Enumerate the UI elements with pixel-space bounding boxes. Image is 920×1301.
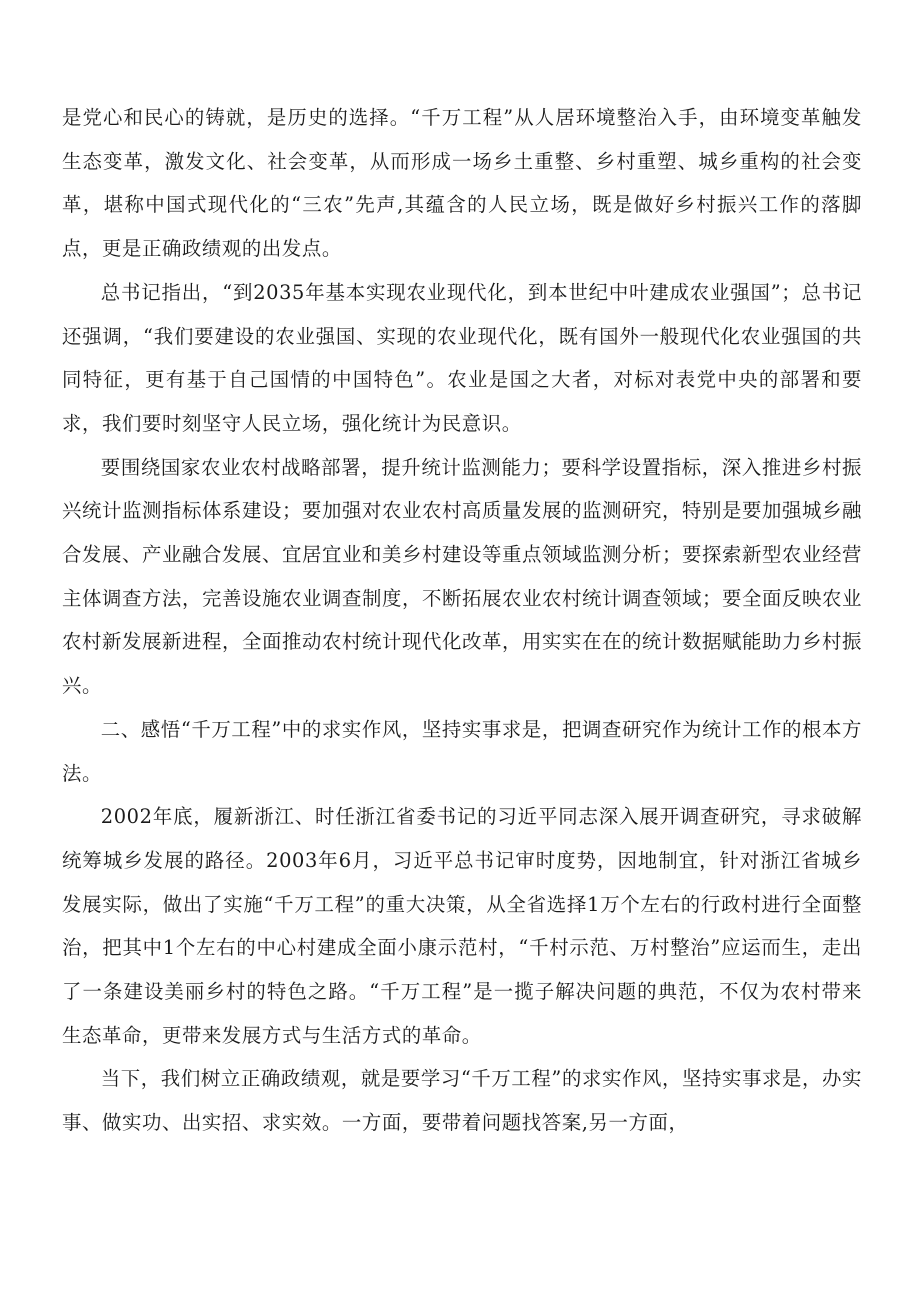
paragraph-6: 当下，我们树立正确政绩观，就是要学习“千万工程”的求实作风，坚持实事求是，办实事、做实功、出实招、求实效。一方面，要带着问题找答案,另一方面， [62,1067,862,1135]
document-body [62,96,862,1145]
paragraph-1-continued: 是党心和民心的铸就，是历史的选择。“千万工程”从人居环境整治入手，由环境变革触发生态变革，激发文化、社会变革，从而形成一场乡土重整、乡村重塑、城乡重构的社会变革，堪称中国式现代化的“三农”先声,其蕴含的人民立场，既是做好乡村振兴工作的落脚点，更是正确政绩观的出发点。 [62,106,862,261]
section-heading-2: 二、感悟“千万工程”中的求实作风，坚持实事求是，把调查研究作为统计工作的根本方法。 [62,717,862,785]
paragraph-3: 要围绕国家农业农村战略部署，提升统计监测能力；要科学设置指标，深入推进乡村振兴统计监测指标体系建设；要加强对农业农村高质量发展的监测研究，特别是要加强城乡融合发展、产业融合发展、宜居宜业和美乡村建设等重点领域监测分析；要探索新型农业经营主体调查方法，完善设施农业调查制度，不断拓展农业农村统计调查领域；要全面反映农业农村新发展新进程，全面推动农村统计现代化改革，用实实在在的统计数据赋能助力乡村振兴。 [62,455,862,698]
paragraph-5: 2002年底，履新浙江、时任浙江省委书记的习近平同志深入展开调查研究，寻求破解统筹城乡发展的路径。2003年6月，习近平总书记审时度势，因地制宜，针对浙江省城乡发展实际，做出了实施“千万工程”的重大决策，从全省选择1万个左右的行政村进行全面整治，把其中1个左右的中心村建成全面小康示范村，“千村示范、万村整治”应运而生，走出了一条建设美丽乡村的特色之路。“千万工程”是一揽子解决问题的典范，不仅为农村带来生态革命，更带来发展方式与生活方式的革命。 [62,805,862,1047]
paragraph-2: 总书记指出，“到2035年基本实现农业现代化，到本世纪中叶建成农业强国”；总书记还强调，“我们要建设的农业强国、实现的农业现代化，既有国外一般现代化农业强国的共同特征，更有基于自己国情的中国特色”。农业是国之大者，对标对表党中央的部署和要求，我们要时刻坚守人民立场，强化统计为民意识。 [62,280,862,435]
